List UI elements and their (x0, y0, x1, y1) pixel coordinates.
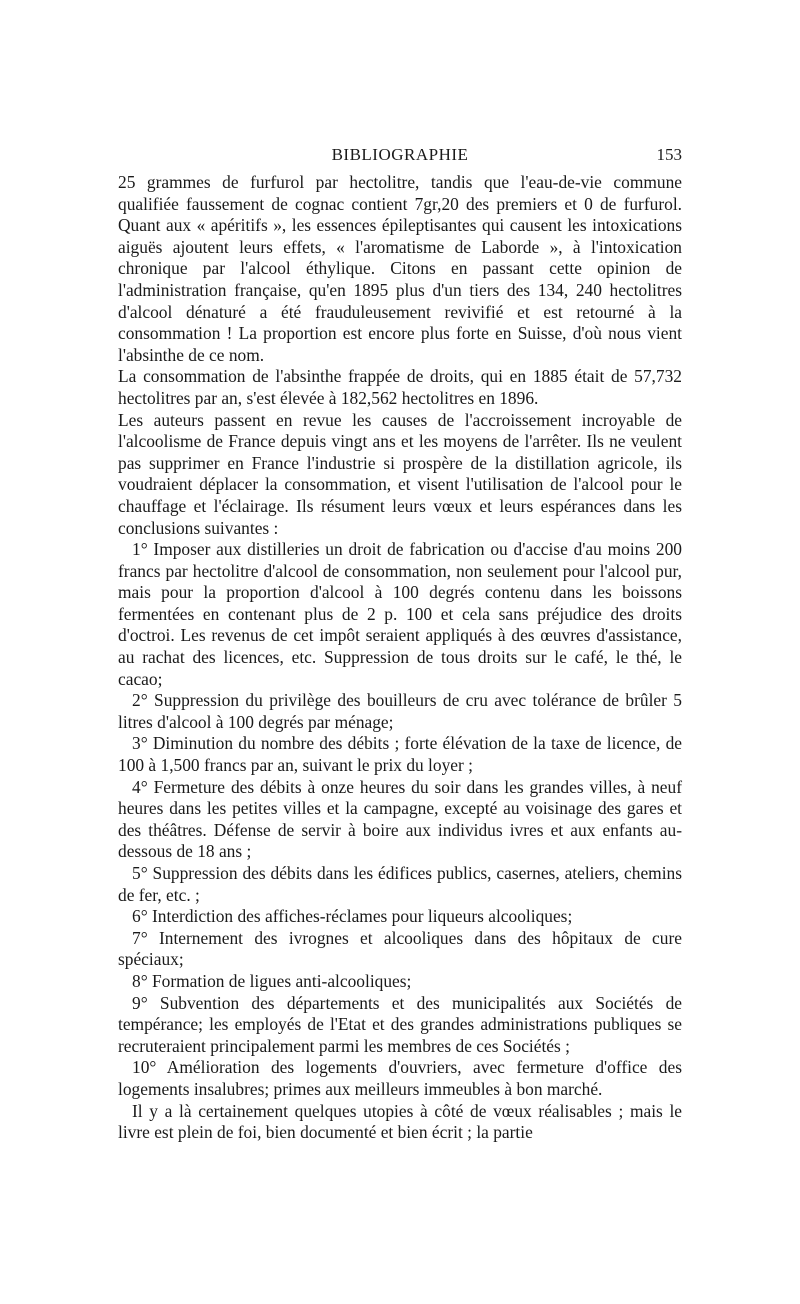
conclusion-item-6: 6° Interdiction des affiches-réclames pour liqueurs alcooliques; (132, 906, 573, 927)
conclusion-item-5: 5° Suppression des débits dans les édifices publics, casernes, ateliers, chemins de fer, etc. ; (118, 863, 682, 905)
paragraph-absinthe-consumption: La consommation de l'absinthe frappée de droits, qui en 1885 était de 57,732 hectolitres par an, s'est élevée à 182,562 hectolitres en 1896. (118, 366, 682, 408)
body-text (118, 172, 682, 1144)
running-head: BIBLIOGRAPHIE (331, 145, 469, 164)
page-header (118, 145, 682, 169)
paragraph-closing: Il y a là certainement quelques utopies à côté de vœux réalisables ; mais le livre est plein de foi, bien documenté et bien écrit ; la partie (118, 1100, 682, 1143)
conclusion-item-3: 3° Diminution du nombre des débits ; forte élévation de la taxe de licence, de 100 à 1,500 francs par an, suivant le prix du loyer ; (118, 733, 682, 776)
conclusion-item-4: 4° Fermeture des débits à onze heures du soir dans les grandes villes, à neuf heures dans les petites villes et la campagne, excepté au voisinage des gares et des théâtres. Défense de servir à boire aux individus ivres et aux enfants au-dessous de 18 ans ; (118, 776, 682, 862)
paragraph-authors-review: Les auteurs passent en revue les causes de l'accroissement incroyable de l'alcoolisme de France depuis vingt ans et les moyens de l'arrêter. Ils ne veulent pas supprimer en France l'industrie si prospère de la distillation agricole, ils voudraient déplacer la consommation, et visent l'utilisation de l'alcool pour le chauffage et l'éclairage. Ils résument leurs vœux et leurs espérances dans les conclusions suivantes : (118, 409, 682, 538)
paragraph-furfurol: 25 grammes de furfurol par hectolitre, tandis que l'eau-de-vie commune qualifiée faussement de cognac contient 7gr,20 des premiers et 0 de furfurol. Quant aux « apéritifs », les essences épileptisantes qui causent les intoxications aiguës ajoutent leurs effets, « l'aromatisme de Laborde », à l'intoxication chronique par l'alcool éthylique. Citons en passant cette opinion de l'administration française, qu'en 1895 plus d'un tiers des 134, 240 hectolitres d'alcool dénaturé a été frauduleusement revivifié et est retourné à la consommation ! La proportion est encore plus forte en Suisse, d'où nous vient l'absinthe de ce nom. (118, 172, 682, 365)
conclusion-item-10: 10° Amélioration des logements d'ouvriers, avec fermeture d'office des logements insalubres; primes aux meilleurs immeubles à bon marché. (118, 1057, 682, 1099)
conclusion-item-7: 7° Internement des ivrognes et alcooliques dans des hôpitaux de cure spéciaux; (118, 927, 682, 970)
conclusion-item-2: 2° Suppression du privilège des bouilleurs de cru avec tolérance de brûler 5 litres d'alcool à 100 degrés par ménage; (118, 690, 682, 732)
conclusion-item-8: 8° Formation de ligues anti-alcooliques; (132, 970, 412, 991)
page-number: 153 (656, 145, 682, 164)
conclusion-item-9: 9° Subvention des départements et des municipalités aux Sociétés de tempérance; les employés de l'Etat et des grandes administrations publiques se recruteraient principalement parmi les membres de ces Sociétés ; (118, 992, 682, 1056)
conclusion-item-1: 1° Imposer aux distilleries un droit de fabrication ou d'accise d'au moins 200 francs par hectolitre d'alcool de consommation, non seulement pour l'alcool pur, mais pour la proportion d'alcool à 100 degrés contenu dans les boissons fermentées en contenant plus de 2 p. 100 et cela sans préjudice des droits d'octroi. Les revenus de cet impôt seraient appliqués à des œuvres d'assistance, au rachat des licences, etc. Suppression de tous droits sur le café, le thé, le cacao; (118, 539, 682, 689)
